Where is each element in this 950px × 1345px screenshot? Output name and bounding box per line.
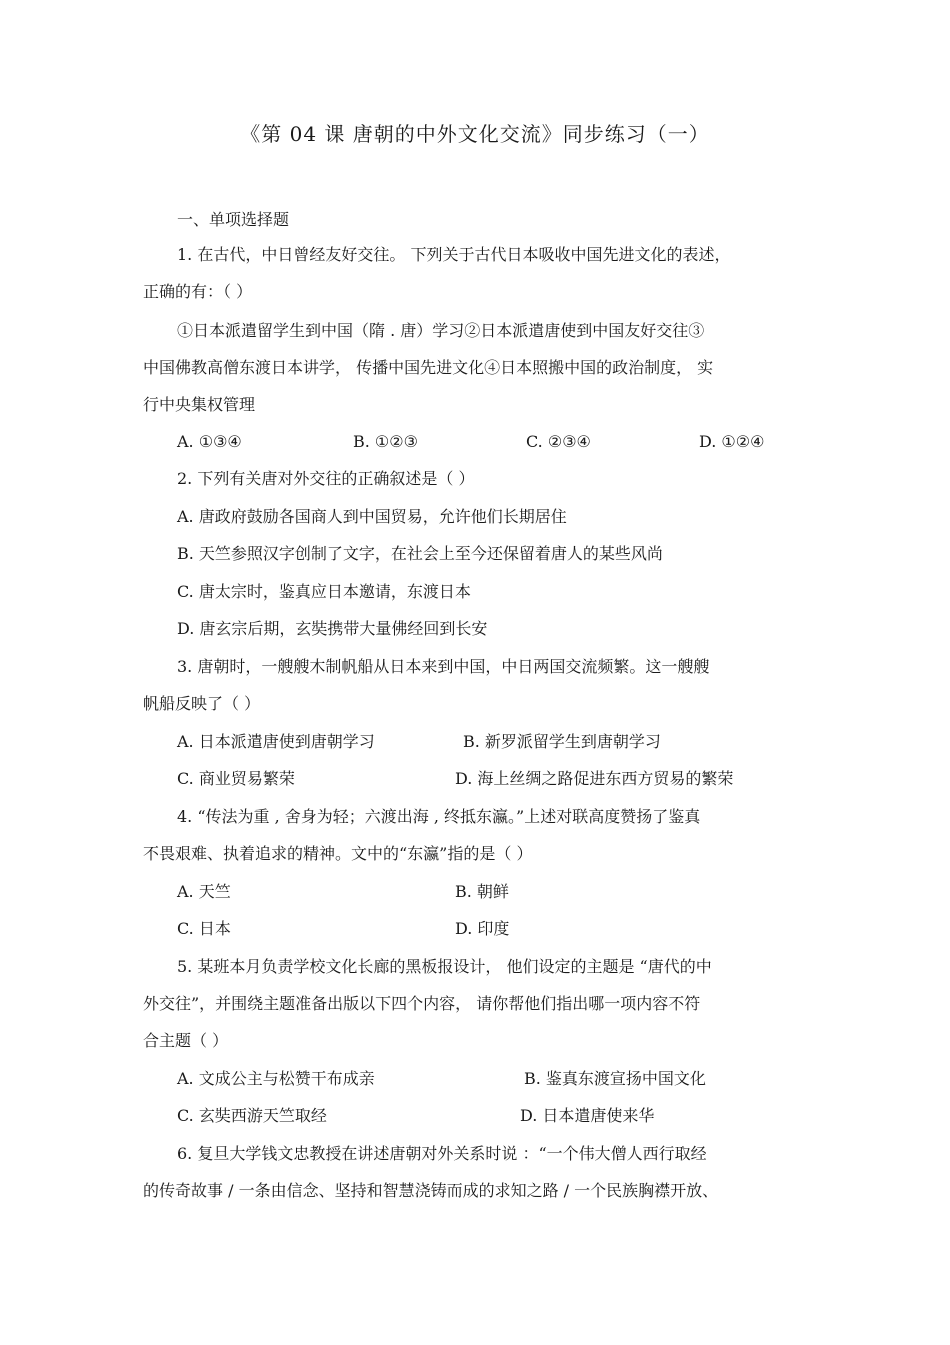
- q3-option-b: B. 新罗派留学生到唐朝学习: [463, 732, 661, 751]
- q3-stem-line-2: 帆船反映了（ ）: [143, 694, 261, 713]
- q5-stem-line-2: 外交往”，并围绕主题准备出版以下四个内容， 请你帮他们指出哪一项内容不符: [143, 994, 701, 1013]
- q1-option-a: A. ①③④: [177, 432, 242, 451]
- q4-option-a: A. 天竺: [177, 882, 231, 901]
- q2-option-d: D. 唐玄宗后期，玄奘携带大量佛经回到长安: [177, 619, 488, 638]
- q6-stem-line-2: 的传奇故事 / 一条由信念、坚持和智慧浇铸而成的求知之路 / 一个民族胸襟开放、: [143, 1181, 719, 1200]
- q5-option-c: C. 玄奘西游天竺取经: [177, 1106, 327, 1125]
- q1-items-line-3: 行中央集权管理: [143, 395, 256, 414]
- q4-option-c: C. 日本: [177, 919, 231, 938]
- q5-stem-line-3: 合主题（ ）: [143, 1031, 229, 1050]
- q1-items-line-2: 中国佛教高僧东渡日本讲学， 传播中国先进文化④日本照搬中国的政治制度， 实: [143, 358, 714, 377]
- page-title: 《第 04 课 唐朝的中外文化交流》同步练习（一）: [240, 122, 710, 146]
- q2-option-a: A. 唐政府鼓励各国商人到中国贸易，允许他们长期居住: [177, 507, 567, 526]
- q6-stem-line-1: 6. 复旦大学钱文忠教授在讲述唐朝对外关系时说 ：“一个伟大僧人西行取经: [177, 1144, 707, 1163]
- q3-option-a: A. 日本派遣唐使到唐朝学习: [177, 732, 375, 751]
- q1-option-b: B. ①②③: [353, 432, 418, 451]
- q5-stem-line-1: 5. 某班本月负责学校文化长廊的黑板报设计， 他们设定的主题是 “唐代的中: [177, 957, 712, 976]
- q4-option-d: D. 印度: [455, 919, 510, 938]
- q1-stem-line-2: 正确的有：（ ）: [143, 282, 253, 301]
- q1-option-c: C. ②③④: [526, 432, 591, 451]
- q3-stem-line-1: 3. 唐朝时，一艘艘木制帆船从日本来到中国，中日两国交流频繁。这一艘艘: [177, 657, 710, 676]
- q3-option-c: C. 商业贸易繁荣: [177, 769, 295, 788]
- q1-stem-line-1: 1. 在古代，中日曾经友好交往。 下列关于古代日本吸收中国先进文化的表述，: [177, 245, 731, 264]
- q2-stem: 2. 下列有关唐对外交往的正确叙述是（ ）: [177, 469, 475, 488]
- q1-option-d: D. ①②④: [699, 432, 765, 451]
- q4-option-b: B. 朝鲜: [455, 882, 509, 901]
- q3-option-d: D. 海上丝绸之路促进东西方贸易的繁荣: [455, 769, 734, 788]
- q2-option-b: B. 天竺参照汉字创制了文字，在社会上至今还保留着唐人的某些风尚: [177, 544, 663, 563]
- q1-items-line-1: ①日本派遣留学生到中国（隋 . 唐）学习②日本派遣唐使到中国友好交往③: [177, 321, 705, 340]
- q4-stem-line-1: 4. “传法为重 , 舍身为轻；六渡出海 , 终抵东瀛。”上述对联高度赞扬了鉴真: [177, 807, 701, 826]
- q2-option-c: C. 唐太宗时，鉴真应日本邀请，东渡日本: [177, 582, 471, 601]
- q5-option-b: B. 鉴真东渡宣扬中国文化: [524, 1069, 706, 1088]
- section-heading: 一、单项选择题: [177, 210, 290, 229]
- q5-option-a: A. 文成公主与松赞干布成亲: [177, 1069, 375, 1088]
- q5-option-d: D. 日本遣唐使来华: [520, 1106, 655, 1125]
- q4-stem-line-2: 不畏艰难、执着追求的精神。文中的“东瀛”指的是（ ）: [143, 844, 533, 863]
